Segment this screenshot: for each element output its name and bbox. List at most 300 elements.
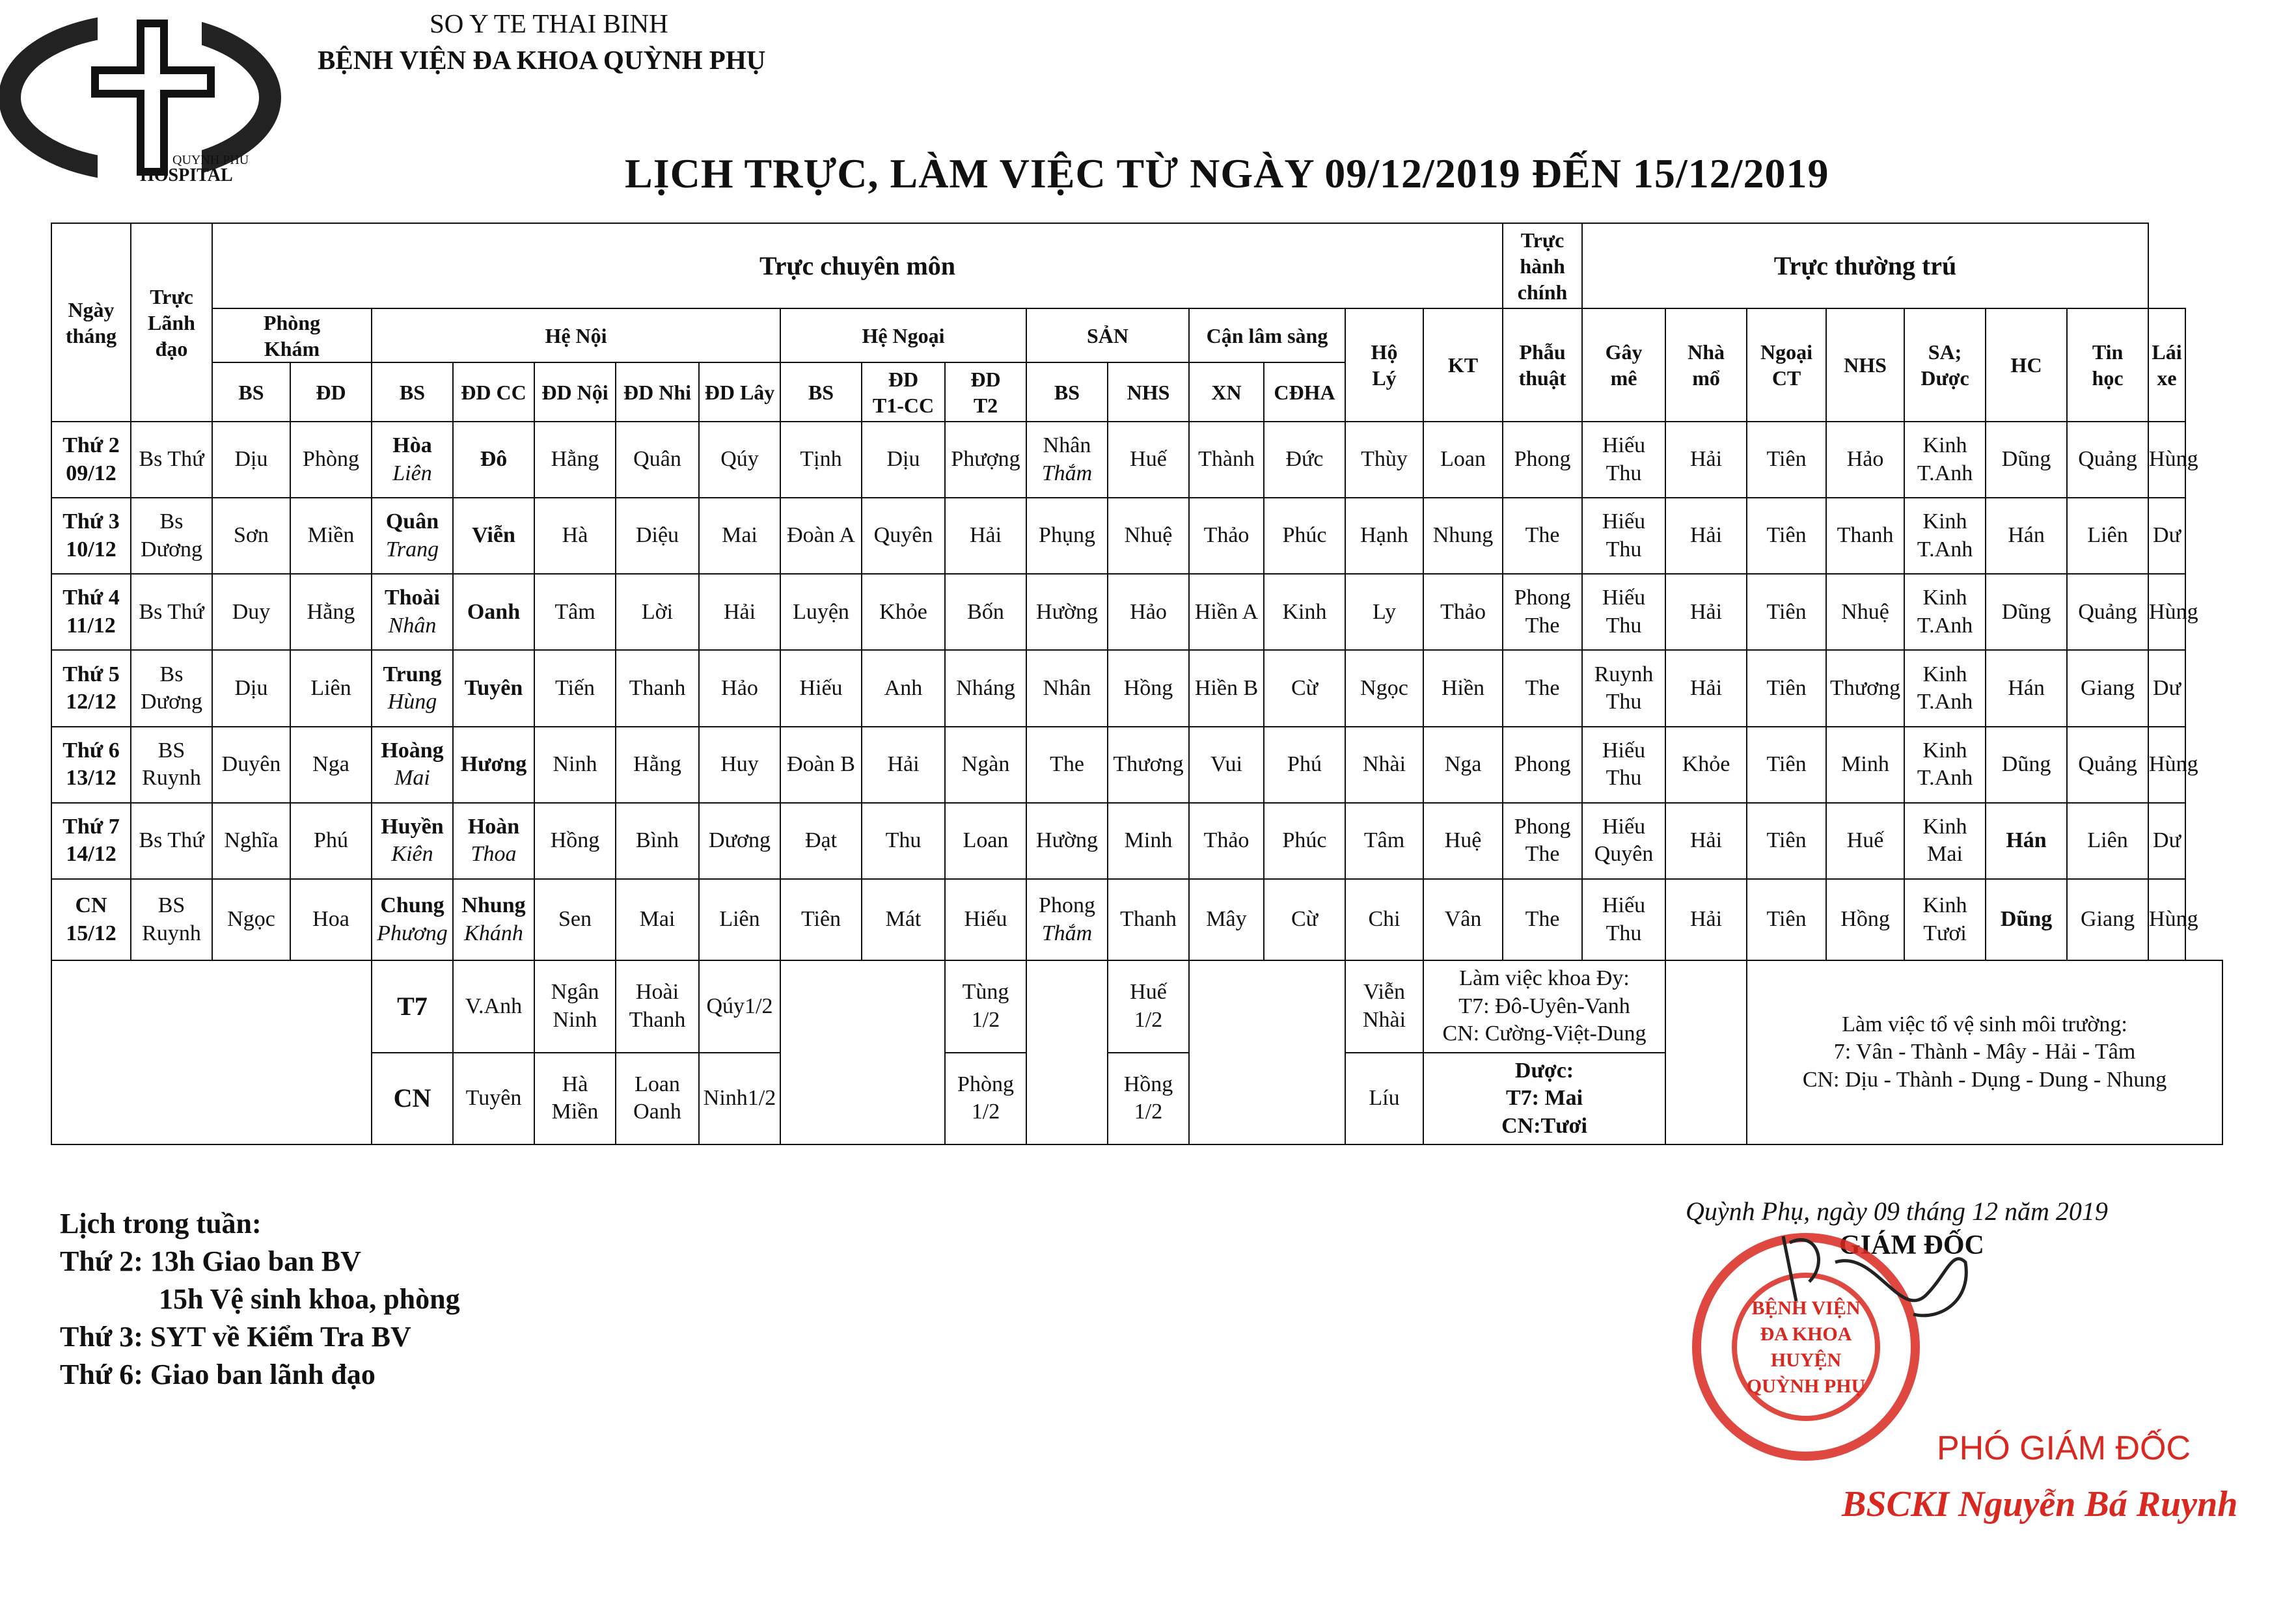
cell-nct: Tiên: [1747, 574, 1826, 650]
cell-line: Hiếu: [1602, 738, 1646, 763]
header-lanh-dao: [131, 223, 212, 422]
cell-line: Hường: [1036, 828, 1098, 853]
stamp-line: QUỲNH PHỤ: [1746, 1375, 1866, 1397]
cell-th: Liên: [2067, 498, 2148, 574]
cell-line: Thanh: [629, 1007, 686, 1032]
cell-line: Kinh: [1922, 738, 1967, 763]
cell-line: Thứ 6: [62, 738, 120, 763]
day-cell: [51, 727, 131, 803]
cell-san_bs: [1026, 650, 1108, 726]
cell-hng-bs: Tịnh: [780, 422, 862, 498]
cell-hn_bs: [372, 727, 453, 803]
cell-nhs: Minh: [1826, 727, 1904, 803]
cell-line: Miền: [551, 1100, 599, 1124]
cell-san-nhs: Huế: [1108, 422, 1189, 498]
cell-line: Loan: [635, 1072, 680, 1096]
cell-line: The: [1050, 751, 1084, 776]
cell-holy: Hạnh: [1345, 498, 1423, 574]
org-line1: SO Y TE THAI BINH: [430, 8, 668, 38]
header-nha-mo: [1665, 308, 1747, 422]
cell-hn-noi: Hồng: [534, 803, 616, 879]
cell-line: The: [1525, 523, 1560, 548]
cell-nhs: Thương: [1826, 650, 1904, 726]
extra-t7-noi: [534, 960, 616, 1052]
cell-line: Phụng: [1039, 523, 1095, 548]
cell-xn: Vui: [1189, 727, 1264, 803]
cell-line: Hồng: [1123, 1072, 1173, 1096]
extra-t7-t2: [945, 960, 1026, 1052]
header-truc-thuong-tru: Trực thường trú: [1582, 223, 2148, 308]
cell-line: Thoa: [471, 842, 517, 867]
cell-line: Thứ 7: [62, 814, 120, 839]
cell-nct: Tiên: [1747, 803, 1826, 879]
cell-pk-dd: Phú: [290, 803, 372, 879]
header-phong-kham: [212, 308, 372, 362]
header-cdha: CĐHA: [1264, 362, 1345, 422]
cell-pk-bs: Duy: [212, 574, 290, 650]
cell-san-nhs: Hồng: [1108, 650, 1189, 726]
cell-line: T.Anh: [1917, 613, 1973, 638]
cell-th: Quảng: [2067, 574, 2148, 650]
cell-line: xe: [2157, 366, 2177, 390]
cell-hc: Dũng: [1986, 574, 2067, 650]
extra-cn-holy: Líu: [1345, 1053, 1423, 1144]
ve-sinh-note: [1747, 960, 2222, 1144]
cell-holy: Ly: [1345, 574, 1423, 650]
cell-line: 1/2: [1134, 1007, 1163, 1032]
cell-gm: [1582, 422, 1665, 498]
cell-holy: Chi: [1345, 879, 1423, 960]
cell-hn-lay: Liên: [699, 879, 780, 960]
header-ngay-thang: [51, 223, 131, 422]
cell-line: Ngày: [68, 297, 115, 321]
cell-line: Thu: [1606, 461, 1642, 485]
cell-line: Hùng: [387, 690, 437, 714]
cell-san_bs: [1026, 727, 1108, 803]
cell-line: Kinh: [1922, 433, 1967, 458]
cell-san-nhs: Nhuệ: [1108, 498, 1189, 574]
cell-san_bs: [1026, 498, 1108, 574]
header-sa-duoc: [1904, 308, 1986, 422]
cell-line: Bs Thứ: [139, 828, 204, 853]
cell-cdha: Phú: [1264, 727, 1345, 803]
header-ho-ly: [1345, 308, 1423, 422]
blank-cell: [780, 960, 945, 1144]
cell-gm: [1582, 803, 1665, 879]
header-ngoai-ct: [1747, 308, 1826, 422]
cell-line: Thắm: [1041, 461, 1093, 485]
extra-cn-lay: Ninh1/2: [699, 1053, 780, 1144]
day-cell: [51, 650, 131, 726]
cell-line: chính: [1517, 280, 1568, 304]
cell-line: Ngân: [551, 980, 599, 1005]
table-row: [51, 650, 2222, 726]
cell-pk-bs: Duyên: [212, 727, 290, 803]
cell-line: Ruynh: [142, 921, 201, 945]
header-dd-nhi: ĐD Nhi: [616, 362, 699, 422]
cell-nm: Hải: [1665, 574, 1747, 650]
cell-line: Làm việc khoa Đy:: [1459, 966, 1630, 991]
cell-hn_ddcc: [453, 803, 534, 879]
cell-san_bs: [1026, 422, 1108, 498]
cell-line: Hộ: [1371, 340, 1398, 364]
day-cell: [51, 803, 131, 879]
leader-cell: [131, 879, 212, 960]
cell-hn-nhi: Thanh: [616, 650, 699, 726]
cell-line: Phương: [377, 921, 448, 945]
cell-hn-lay: Hảo: [699, 650, 780, 726]
cell-line: Thứ 3: [62, 509, 120, 534]
cell-line: Lái: [2152, 340, 2182, 364]
header-dd-t2: [945, 362, 1026, 422]
cell-sa: [1904, 650, 1986, 726]
cell-line: Tuyên: [464, 675, 523, 700]
cell-hn-lay: Hải: [699, 574, 780, 650]
cell-line: CT: [1771, 366, 1801, 390]
logo-text-top: QUYNH PHU: [172, 153, 249, 167]
handwritten-signature: [1757, 1223, 1991, 1353]
cell-line: Nhà: [1688, 340, 1725, 364]
cell-gm: [1582, 650, 1665, 726]
cell-kt: Thảo: [1423, 574, 1503, 650]
cell-holy: Nhài: [1345, 727, 1423, 803]
cell-th: Liên: [2067, 803, 2148, 879]
cell-line: Thu: [1606, 613, 1642, 638]
cell-line: Gây: [1605, 340, 1643, 364]
cell-line: Kiên: [391, 842, 433, 867]
cell-line: T.Anh: [1917, 690, 1973, 714]
cell-hn-lay: Mai: [699, 498, 780, 574]
cell-line: 15/12: [66, 921, 116, 945]
weekly-line: 15h Vệ sinh khoa, phòng: [159, 1283, 460, 1315]
cell-line: Oanh: [633, 1100, 681, 1124]
cell-hn-nhi: Mai: [616, 879, 699, 960]
cell-line: Nhân: [1043, 433, 1091, 458]
hospital-logo: [0, 0, 293, 195]
cell-hng-t1: Mát: [862, 879, 945, 960]
cell-cdha: Đức: [1264, 422, 1345, 498]
extra-t7-lay: Qúy1/2: [699, 960, 780, 1052]
cell-line: hành: [1520, 254, 1565, 278]
cell-hng-t2: Ngàn: [945, 727, 1026, 803]
cell-pt: [1503, 803, 1582, 879]
cell-line: Trang: [385, 537, 439, 562]
header-dd-cc: ĐD CC: [453, 362, 534, 422]
cell-nhs: Huế: [1826, 803, 1904, 879]
cell-line: Phong: [1514, 447, 1571, 472]
cell-line: Phong: [1514, 814, 1571, 839]
cell-hc: Hán: [1986, 498, 2067, 574]
cell-hng-bs: Đạt: [780, 803, 862, 879]
cell-hn_ddcc: [453, 422, 534, 498]
cell-hn-lay: Qúy: [699, 422, 780, 498]
cell-pt: [1503, 498, 1582, 574]
cell-hng-bs: Tiên: [780, 879, 862, 960]
cell-line: 10/12: [66, 537, 116, 562]
cell-line: Dược:: [1514, 1058, 1574, 1083]
cell-line: Phòng: [263, 310, 321, 334]
cell-nhs: Hồng: [1826, 879, 1904, 960]
cell-line: Viễn: [472, 523, 515, 548]
cell-hng-bs: Luyện: [780, 574, 862, 650]
cell-sa: [1904, 498, 1986, 574]
cell-xn: Thảo: [1189, 498, 1264, 574]
table-row: [51, 879, 2222, 960]
extra-cn-noi: [534, 1053, 616, 1144]
cell-hn-noi: Hằng: [534, 422, 616, 498]
cell-hn_ddcc: [453, 574, 534, 650]
weekly-title: Lịch trong tuần:: [60, 1208, 262, 1239]
signer-name: BSCKI Nguyễn Bá Ruynh: [1842, 1484, 2238, 1524]
cell-holy: Tâm: [1345, 803, 1423, 879]
cell-line: SA;: [1928, 340, 1962, 364]
cell-hn-nhi: Quân: [616, 422, 699, 498]
cell-line: 09/12: [66, 461, 116, 485]
cell-hn-noi: Tâm: [534, 574, 616, 650]
header-kt: KT: [1423, 308, 1503, 422]
header-dd-t1cc: [862, 362, 945, 422]
cell-hng-t1: Quyên: [862, 498, 945, 574]
cell-line: Thu: [1606, 537, 1642, 562]
cell-line: Kinh: [1922, 586, 1967, 610]
cell-line: CN: Cường-Việt-Dung: [1442, 1022, 1647, 1046]
cell-th: Quảng: [2067, 422, 2148, 498]
cell-line: Kinh: [1922, 893, 1967, 918]
cell-line: The: [1525, 907, 1560, 932]
cell-line: ĐD: [970, 367, 1001, 391]
cell-line: Ngoại: [1760, 340, 1813, 364]
header-dd-noi: ĐD Nội: [534, 362, 616, 422]
header-dd-lay: ĐD Lây: [699, 362, 780, 422]
cell-line: Hiếu: [1602, 509, 1646, 534]
cell-line: Trực: [150, 284, 193, 308]
cell-line: Mai: [1927, 842, 1963, 867]
cell-line: thuật: [1518, 366, 1566, 390]
cell-line: Nhài: [1362, 1007, 1406, 1032]
blank-cell: [1189, 960, 1345, 1144]
cell-pk-bs: Dịu: [212, 650, 290, 726]
cell-hng-t2: Loan: [945, 803, 1026, 879]
cell-hn-nhi: Hằng: [616, 727, 699, 803]
cell-kt: Nga: [1423, 727, 1503, 803]
day-cell: [51, 574, 131, 650]
cell-xn: Thảo: [1189, 803, 1264, 879]
extra-t7-nhi: [616, 960, 699, 1052]
cell-xn: Mây: [1189, 879, 1264, 960]
cell-hng-t2: Phượng: [945, 422, 1026, 498]
cell-hc: Dũng: [1986, 879, 2067, 960]
stamp-line: ĐA KHOA: [1760, 1323, 1852, 1345]
cell-nm: Hải: [1665, 650, 1747, 726]
leader-cell: [131, 422, 212, 498]
cell-hn-noi: Ninh: [534, 727, 616, 803]
cell-line: CN: [75, 893, 107, 918]
cell-line: Thu: [1606, 766, 1642, 791]
cell-hn-noi: Tiến: [534, 650, 616, 726]
header-bs: BS: [1026, 362, 1108, 422]
header-bs: BS: [372, 362, 453, 422]
blank-cell: [1026, 960, 1108, 1144]
cell-hn_bs: [372, 422, 453, 498]
cell-nhs: Thanh: [1826, 498, 1904, 574]
weekly-line: Thứ 6: Giao ban lãnh đạo: [60, 1359, 376, 1390]
cell-lx: Dư: [2148, 650, 2185, 726]
cell-sa: [1904, 879, 1986, 960]
cell-line: Dương: [141, 537, 202, 562]
cell-pt: [1503, 650, 1582, 726]
cell-hn-lay: Huy: [699, 727, 780, 803]
weekly-line: Thứ 3: SYT về Kiểm Tra BV: [60, 1321, 411, 1353]
org-line2: BỆNH VIỆN ĐA KHOA QUỲNH PHỤ: [318, 45, 766, 75]
cell-hn_ddcc: [453, 879, 534, 960]
cell-nct: Tiên: [1747, 879, 1826, 960]
cell-line: Huế: [1130, 980, 1167, 1005]
table-row: [51, 498, 2222, 574]
cell-line: Thắm: [1041, 921, 1093, 945]
cell-line: Hòa: [392, 433, 432, 458]
cell-cdha: Phúc: [1264, 498, 1345, 574]
cell-nm: Hải: [1665, 498, 1747, 574]
cell-sa: [1904, 422, 1986, 498]
table-row: [51, 803, 2222, 879]
cell-th: Giang: [2067, 650, 2148, 726]
header-hc: HC: [1986, 308, 2067, 422]
cell-lx: Hùng: [2148, 879, 2185, 960]
cell-hc: Dũng: [1986, 727, 2067, 803]
cell-pk-dd: Nga: [290, 727, 372, 803]
cell-cdha: Cừ: [1264, 879, 1345, 960]
cell-nm: Hải: [1665, 422, 1747, 498]
cell-line: Kinh: [1922, 814, 1967, 839]
cell-holy: Ngọc: [1345, 650, 1423, 726]
cell-san-nhs: Minh: [1108, 803, 1189, 879]
cell-line: tháng: [65, 323, 117, 347]
schedule-table: [51, 223, 2223, 1145]
cell-lx: Hùng: [2148, 422, 2185, 498]
cell-hng-bs: Đoàn B: [780, 727, 862, 803]
cell-line: Quyên: [1594, 842, 1654, 867]
cell-hng-t2: Hiếu: [945, 879, 1026, 960]
cell-line: Thu: [1606, 921, 1642, 945]
cell-kt: Hiền: [1423, 650, 1503, 726]
cell-san-nhs: Hảo: [1108, 574, 1189, 650]
cell-nct: Tiên: [1747, 650, 1826, 726]
cell-line: Phẫu: [1519, 340, 1566, 364]
cell-hn_ddcc: [453, 650, 534, 726]
cell-nhs: Hảo: [1826, 422, 1904, 498]
cell-hc: Dũng: [1986, 422, 2067, 498]
cell-line: 11/12: [66, 613, 116, 638]
header-he-noi: Hệ Nội: [372, 308, 780, 362]
cell-line: Lãnh: [148, 310, 195, 334]
cell-line: Nhân: [388, 613, 437, 638]
cell-gm: [1582, 574, 1665, 650]
cell-hn_bs: [372, 803, 453, 879]
cell-san_bs: [1026, 879, 1108, 960]
cell-line: Hiếu: [1602, 433, 1646, 458]
cell-cdha: Cừ: [1264, 650, 1345, 726]
cell-pk-bs: Sơn: [212, 498, 290, 574]
cell-line: Kinh: [1922, 509, 1967, 534]
cell-hn-nhi: Lời: [616, 574, 699, 650]
cell-hng-t1: Thu: [862, 803, 945, 879]
header-tin-hoc: [2067, 308, 2148, 422]
cell-line: The: [1525, 613, 1560, 638]
extra-cn-label: CN: [372, 1053, 453, 1144]
cell-pt: [1503, 574, 1582, 650]
cell-xn: Hiền B: [1189, 650, 1264, 726]
cell-line: Hoàng: [381, 738, 444, 763]
cell-line: Nhung: [461, 893, 526, 918]
cell-kt: Nhung: [1423, 498, 1503, 574]
cell-hc: Hán: [1986, 650, 2067, 726]
header-he-ngoai: Hệ Ngoại: [780, 308, 1026, 362]
cell-nct: Tiên: [1747, 727, 1826, 803]
cell-line: Quân: [385, 509, 439, 534]
cell-line: T.Anh: [1917, 461, 1973, 485]
cell-hng-t2: Bốn: [945, 574, 1026, 650]
stamp-line: BỆNH VIỆN: [1751, 1297, 1861, 1319]
cell-line: Lý: [1372, 366, 1397, 390]
cell-line: Hoài: [635, 980, 679, 1005]
logo-text-bottom: HOSPITAL: [140, 165, 233, 185]
cell-line: Trung: [383, 662, 442, 686]
cell-line: Đô: [480, 447, 508, 472]
cell-san-nhs: Thanh: [1108, 879, 1189, 960]
cell-hng-bs: Đoàn A: [780, 498, 862, 574]
cell-hn-noi: Sen: [534, 879, 616, 960]
cell-line: Làm việc tổ vệ sinh môi trường:: [1842, 1012, 2127, 1036]
header-lai-xe: [2148, 308, 2185, 422]
cell-hn-lay: Dương: [699, 803, 780, 879]
cell-sa: [1904, 574, 1986, 650]
cell-line: Thoài: [384, 586, 441, 610]
cell-line: học: [2092, 366, 2124, 390]
cell-line: Hà: [562, 1072, 588, 1096]
cell-line: The: [1525, 675, 1560, 700]
cell-nct: Tiên: [1747, 498, 1826, 574]
cell-line: T1-CC: [872, 393, 935, 417]
cell-line: Mai: [394, 766, 430, 791]
cell-line: Tin: [2092, 340, 2124, 364]
header-bs: BS: [212, 362, 290, 422]
cell-line: ĐD: [888, 367, 919, 391]
header-nhs2: NHS: [1108, 362, 1189, 422]
cell-pk-bs: Ngọc: [212, 879, 290, 960]
header-phau-thuat: [1503, 308, 1582, 422]
khoa-dy-note: [1423, 960, 1665, 1052]
cell-line: Ninh: [553, 1007, 597, 1032]
cell-line: đạo: [155, 336, 188, 360]
cell-kt: Loan: [1423, 422, 1503, 498]
cell-line: Huyền: [381, 814, 444, 839]
cell-line: Chung: [380, 893, 444, 918]
duoc-note: [1423, 1053, 1665, 1144]
cell-hn_ddcc: [453, 727, 534, 803]
cell-line: T7: Mai: [1506, 1086, 1583, 1111]
cell-line: 1/2: [1134, 1100, 1163, 1124]
cell-lx: Dư: [2148, 803, 2185, 879]
cell-line: 1/2: [971, 1007, 1000, 1032]
cell-hng-bs: Hiếu: [780, 650, 862, 726]
cell-line: Bs Thứ: [139, 447, 204, 472]
cell-lx: Hùng: [2148, 574, 2185, 650]
document-title: LỊCH TRỰC, LÀM VIỆC TỪ NGÀY 09/12/2019 ĐẾN 15/12/2019: [625, 150, 1829, 196]
cell-pk-dd: Liên: [290, 650, 372, 726]
leader-cell: [131, 650, 212, 726]
cell-line: T.Anh: [1917, 766, 1973, 791]
cell-gm: [1582, 727, 1665, 803]
